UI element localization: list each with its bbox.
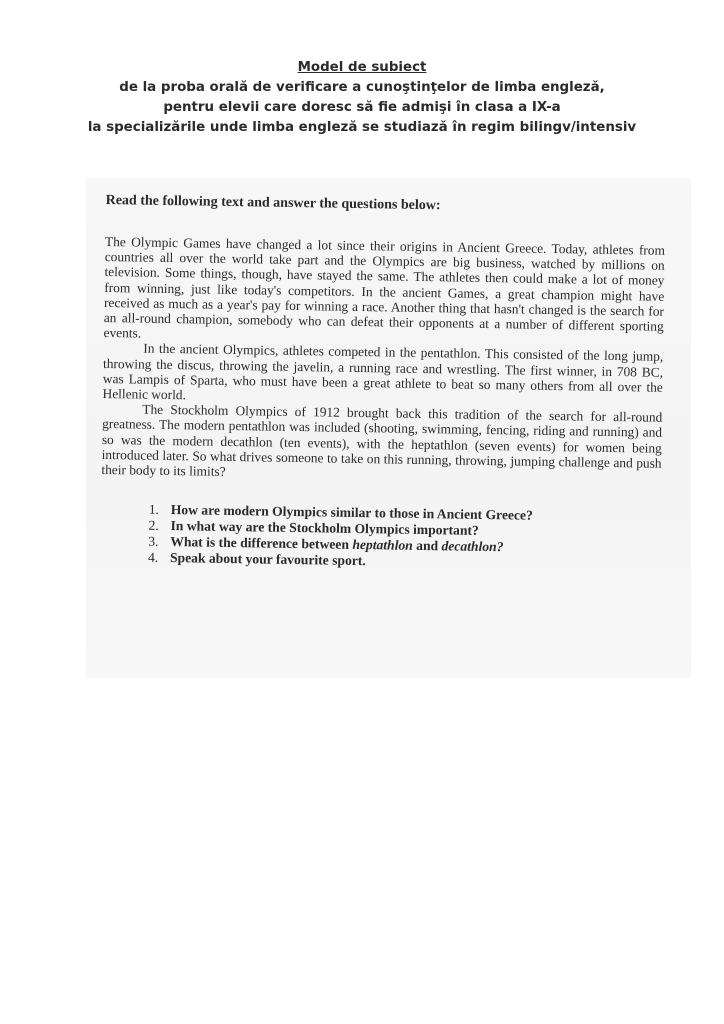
header-line-3: la specializările unde limba engleză se studiază în regim bilingv/intensiv	[87, 120, 637, 135]
question-number: 1.	[148, 501, 160, 518]
scanned-exercise	[86, 178, 691, 678]
question-number: 2.	[148, 517, 159, 534]
question-text: In what way are the Stockholm Olympics important?	[170, 518, 479, 539]
question-number: 3.	[148, 533, 159, 550]
question-text-pre: What is the difference between	[170, 534, 353, 553]
paragraph-2: In the ancient Olympics, athletes competed in the pentathlon. This consisted of the long jump, throwing the discus, throwing the javelin, a running race and wrestling. The first winner, in 708 BC, was Lampis of Sparta, who must have been a great athlete to beat so many others from all over the Hellenic world.	[102, 341, 664, 403]
reading-passage	[101, 234, 665, 486]
question-text-mid: and	[412, 538, 442, 554]
term-heptathlon: heptathlon	[352, 537, 413, 554]
question-number: 4.	[147, 549, 159, 566]
question-text: How are modern Olympics similar to those in Ancient Greece?	[170, 502, 533, 523]
instruction: Read the following text and answer the questions below:	[105, 192, 441, 214]
question-text: Speak about your favourite sport.	[169, 550, 366, 569]
header-title: Model de subiect	[297, 60, 427, 75]
paragraph-1: The Olympic Games have changed a lot since their origins in Ancient Greece. Today, athletes from countries all over the world take part and the Olympics are big business, watched by millions on television. Some things, though, have stayed the same. The athletes then could make a lot of money from winning, just like today's competitors. In the ancient Games, a great champion might have received as much as a year's pay for winning a race. Another thing that hasn't changed is the search for an all-round champion, somebody who can defeat their opponents at a number of different sporting events.	[103, 233, 666, 341]
paragraph-3: The Stockholm Olympics of 1912 brought back this tradition of the search for all-round greatness. The modern pentathlon was included (shooting, swimming, fencing, riding and running) and so was the modern decathlon (ten events), with the heptathlon (seven events) for women being introduced later. So what drives someone to take on this running, throwing, jumping challenge and push their body to its limits?	[101, 401, 663, 479]
header-line-2: pentru elevii care doresc să fie admişi în clasa a IX-a	[163, 100, 561, 115]
term-decathlon: decathlon?	[441, 538, 504, 555]
header-line-1: de la proba orală de verificare a cunoştinţelor de limba engleză,	[119, 80, 605, 95]
question-list	[148, 502, 661, 574]
document-header	[0, 58, 724, 138]
